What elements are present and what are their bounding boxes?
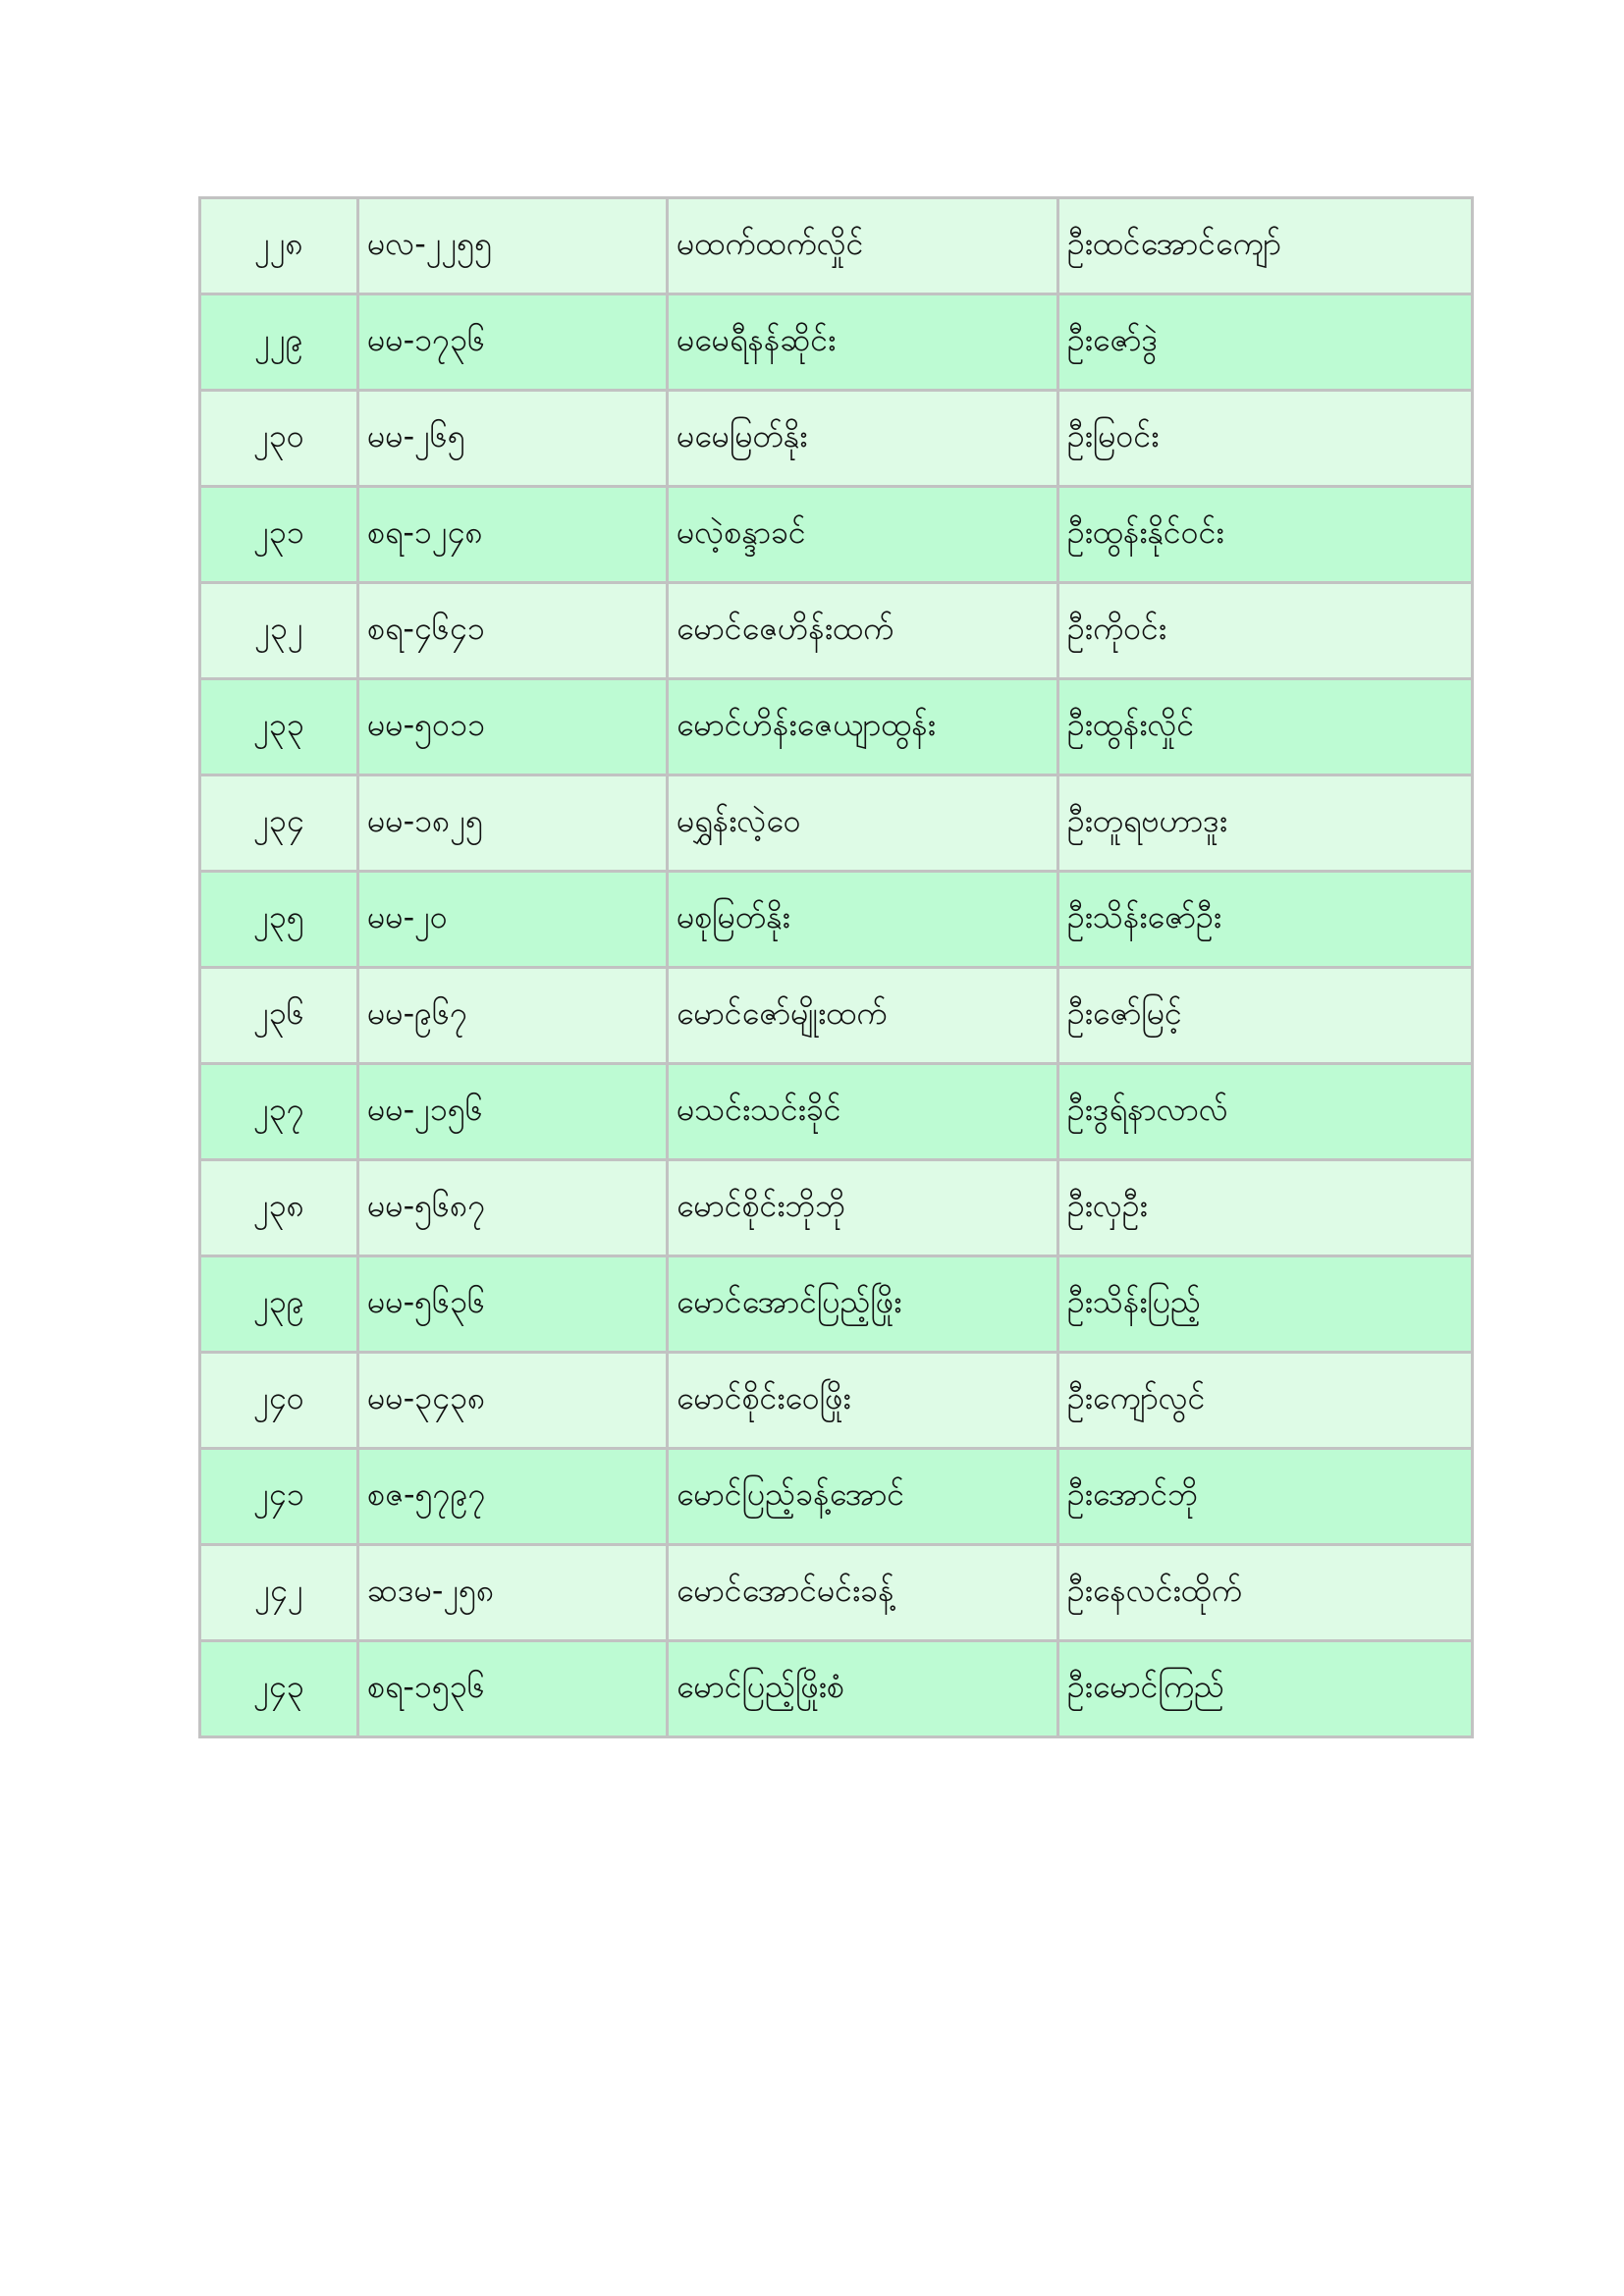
student-name-cell: မောင်စိုင်းဘိုဘို	[668, 1160, 1058, 1256]
row-number-cell: ၂၄၃	[200, 1641, 358, 1737]
table-row	[200, 1641, 1473, 1737]
father-name-cell: ဦးသိန်းပြည့်	[1058, 1256, 1473, 1353]
registration-id-cell: စရ-၁၂၄၈	[358, 487, 668, 583]
table-body	[200, 198, 1473, 1737]
row-number-cell: ၂၄၀	[200, 1353, 358, 1449]
row-number-cell: ၂၃၈	[200, 1160, 358, 1256]
father-name-cell: ဦးဇော်ဒွဲ	[1058, 294, 1473, 391]
student-list-table	[198, 196, 1474, 1738]
student-name-cell: မောင်ပြည့်ခန့်အောင်	[668, 1449, 1058, 1545]
registration-id-cell: မမ-၅၀၁၁	[358, 679, 668, 775]
row-number-cell: ၂၃၁	[200, 487, 358, 583]
registration-id-cell: စရ-၁၅၃၆	[358, 1641, 668, 1737]
registration-id-cell: မမ-၁၈၂၅	[358, 775, 668, 872]
row-number-cell: ၂၃၀	[200, 391, 358, 487]
student-name-cell: မလဲ့စန္ဒာခင်	[668, 487, 1058, 583]
father-name-cell: ဦးလှဦး	[1058, 1160, 1473, 1256]
student-name-cell: မောင်ပြည့်ဖြိုးစံ	[668, 1641, 1058, 1737]
registration-id-cell: မမ-၅၆၈၇	[358, 1160, 668, 1256]
student-name-cell: မောင်အောင်ပြည့်ဖြိုး	[668, 1256, 1058, 1353]
registration-id-cell: မမ-၁၇၃၆	[358, 294, 668, 391]
table-row	[200, 775, 1473, 872]
father-name-cell: ဦးထွန်းနိုင်ဝင်း	[1058, 487, 1473, 583]
row-number-cell: ၂၃၉	[200, 1256, 358, 1353]
table-row	[200, 679, 1473, 775]
row-number-cell: ၂၄၁	[200, 1449, 358, 1545]
table-row	[200, 1449, 1473, 1545]
student-name-cell: မမေမြတ်နိုး	[668, 391, 1058, 487]
student-name-cell: မထက်ထက်လှိုင်	[668, 198, 1058, 294]
table-row	[200, 1064, 1473, 1160]
father-name-cell: ဦးမောင်ကြည်	[1058, 1641, 1473, 1737]
student-name-cell: မရွှန်းလဲ့ဝေ	[668, 775, 1058, 872]
student-name-cell: မောင်အောင်မင်းခန့်	[668, 1545, 1058, 1641]
student-name-cell: မောင်ဇော်မျိုးထက်	[668, 968, 1058, 1064]
row-number-cell: ၂၃၄	[200, 775, 358, 872]
registration-id-cell: မမ-၂၀	[358, 872, 668, 968]
document-page-table	[198, 196, 1471, 1738]
row-number-cell: ၂၃၇	[200, 1064, 358, 1160]
row-number-cell: ၂၃၃	[200, 679, 358, 775]
registration-id-cell: ဆဒမ-၂၅၈	[358, 1545, 668, 1641]
student-name-cell: မစုမြတ်နိုး	[668, 872, 1058, 968]
table-row	[200, 198, 1473, 294]
student-name-cell: မမေရီနန်ဆိုင်း	[668, 294, 1058, 391]
father-name-cell: ဦးဒွရ်နာလာလ်	[1058, 1064, 1473, 1160]
father-name-cell: ဦးဇော်မြင့်	[1058, 968, 1473, 1064]
student-name-cell: မောင်ဇေဟိန်းထက်	[668, 583, 1058, 679]
table-row	[200, 968, 1473, 1064]
father-name-cell: ဦးမြဝင်း	[1058, 391, 1473, 487]
registration-id-cell: စရ-၄၆၄၁	[358, 583, 668, 679]
student-name-cell: မောင်ဟိန်းဇေယျာထွန်း	[668, 679, 1058, 775]
registration-id-cell: မမ-၃၄၃၈	[358, 1353, 668, 1449]
student-name-cell: မောင်စိုင်းဝေဖြိုး	[668, 1353, 1058, 1449]
table-row	[200, 487, 1473, 583]
table-row	[200, 294, 1473, 391]
row-number-cell: ၂၃၂	[200, 583, 358, 679]
father-name-cell: ဦးသိန်းဇော်ဦး	[1058, 872, 1473, 968]
registration-id-cell: မမ-၉၆၇	[358, 968, 668, 1064]
father-name-cell: ဦးကိုဝင်း	[1058, 583, 1473, 679]
father-name-cell: ဦးကျော်လွင်	[1058, 1353, 1473, 1449]
father-name-cell: ဦးနေလင်းထိုက်	[1058, 1545, 1473, 1641]
table-row	[200, 1545, 1473, 1641]
table-row	[200, 1353, 1473, 1449]
father-name-cell: ဦးအောင်ဘို	[1058, 1449, 1473, 1545]
registration-id-cell: မမ-၂၆၅	[358, 391, 668, 487]
row-number-cell: ၂၃၅	[200, 872, 358, 968]
table-row	[200, 391, 1473, 487]
row-number-cell: ၂၂၈	[200, 198, 358, 294]
father-name-cell: ဦးထွန်းလှိုင်	[1058, 679, 1473, 775]
table-row	[200, 1256, 1473, 1353]
registration-id-cell: မမ-၂၁၅၆	[358, 1064, 668, 1160]
row-number-cell: ၂၄၂	[200, 1545, 358, 1641]
table-row	[200, 872, 1473, 968]
father-name-cell: ဦးထင်အောင်ကျော်	[1058, 198, 1473, 294]
student-name-cell: မသင်းသင်းခိုင်	[668, 1064, 1058, 1160]
row-number-cell: ၂၃၆	[200, 968, 358, 1064]
table-row	[200, 583, 1473, 679]
registration-id-cell: မလ-၂၂၅၅	[358, 198, 668, 294]
registration-id-cell: စဇ-၅၇၉၇	[358, 1449, 668, 1545]
table-row	[200, 1160, 1473, 1256]
row-number-cell: ၂၂၉	[200, 294, 358, 391]
father-name-cell: ဦးတူရဗဟာဒူး	[1058, 775, 1473, 872]
registration-id-cell: မမ-၅၆၃၆	[358, 1256, 668, 1353]
